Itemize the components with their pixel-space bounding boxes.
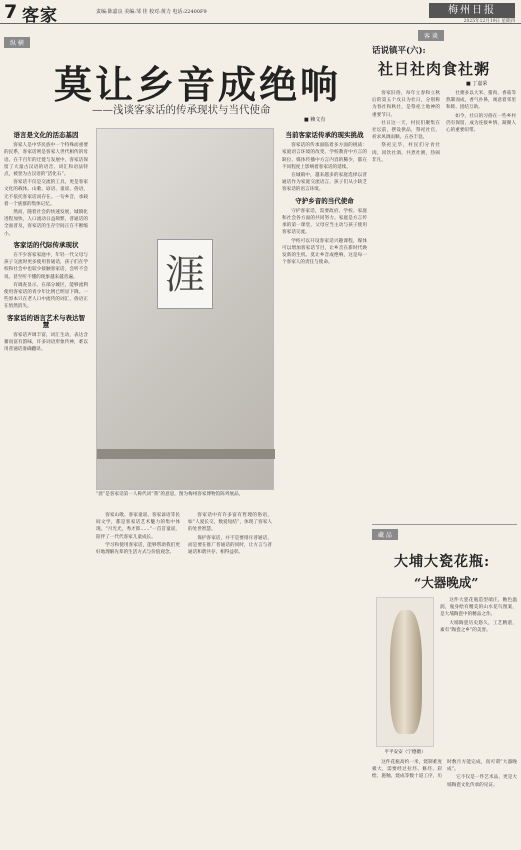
page-number: 7	[4, 1, 18, 23]
section-title: 客家	[22, 6, 58, 26]
paragraph: 这件花瓶高约一米，烧制难度极大，需要经过拉坯、修坯、彩绘、施釉、烧成等数十道工序，历时数月方能完成，真可谓“大器晚成”。	[372, 760, 517, 780]
vase-article-column-2	[372, 759, 517, 847]
paragraph: 社粥多以大米、猪肉、香菇等熬制而成，香气扑鼻，寓意着邻里和睦、团结互助。	[446, 91, 516, 111]
vase-article-title: 大埔大瓷花瓶:	[394, 554, 491, 570]
vase-article-subtitle: “大器晚成”	[414, 575, 479, 590]
paragraph: 学习和使用客家话，能够帮助我们更好地理解先辈的生活方式与价值观念。	[96, 542, 180, 556]
side-article-column-2	[446, 90, 516, 522]
section-heading: 当前客家话传承的现实挑战	[285, 131, 364, 139]
vase-article-column-1	[440, 597, 517, 763]
vase-photo	[376, 597, 434, 747]
paragraph: 客家人是中华民族中一个特殊而重要的民系，客家话则是客家人世代相传的母语。在千百年的迁徙与发展中，客家话保留了大量古汉语的语音、词汇和语法特点，被誉为古汉语的“活化石”。	[4, 143, 88, 178]
paragraph: 这件大瓷花瓶造型端庄，釉色温润，瓶身绘有精美的山水花鸟图案，是大埔陶瓷中的精品之作。	[440, 598, 517, 618]
paragraph: 客家话的传承面临着多方面的挑战：家庭语言环境的改变、学校教育中方言的缺位、媒体传播中方言内容的稀少，都在不同程度上影响着客家话的延续。	[282, 143, 367, 170]
column-tag: 纵 横	[4, 37, 30, 48]
vase-caption: 平平安安（宁德摄）	[384, 750, 426, 755]
article-column-3	[188, 512, 272, 846]
paragraph: 保护客家话，并不是要排斥普通话，而是要在推广普通话的同时，让方言与普通话和谐共存、相得益彰。	[188, 535, 272, 556]
paragraph: 在不少客家家庭中，年轻一代父母与孩子交流时更多使用普通话，孩子们在学校和社会中也较少接触客家话，会听不会说、甚至听不懂的现象越来越普遍。	[4, 253, 88, 280]
paragraph: 社日这一天，村民们聚集在社坛前，摆设供品，祭祀社官，祈求风调雨顺、五谷丰登。	[372, 120, 440, 141]
editor-info: 责编:陈嘉良 美编:邹 佳 校对:黄力 电话:22400F9	[96, 9, 207, 15]
paragraph: 大埔陶瓷历史悠久，工艺精湛，素有“陶瓷之乡”的美誉。	[440, 620, 517, 633]
paragraph: 客家旧俗，每年立春和立秋后的第五个戊日为社日，分别称为春社和秋社，是祭祀土地神的重要节日。	[372, 91, 440, 118]
side-article-top	[372, 30, 517, 522]
section-heading: 语言是文化的活态基因	[13, 131, 79, 139]
paragraph: 客家山歌、客家童谣、客家谚语等民间文学，都是客家话艺术魅力的集中体现。“月光光，秀才郎……”一首首童谣，陪伴了一代代客家儿童成长。	[96, 513, 180, 540]
article-photo	[96, 128, 274, 490]
paragraph: 客家话不仅是交流的工具，更是客家文化的载体。山歌、谚语、童谣、俗语，无不依托客家话而存在。一句乡音，承载着一个族群的集体记忆。	[4, 180, 88, 207]
issue-date: 2025年12月19日 星期四	[463, 19, 515, 24]
paragraph: 如今，社日的习俗在一些乡村仍有保留，成为连接乡情、凝聚人心的重要纽带。	[446, 113, 516, 134]
vase-shape	[390, 610, 422, 734]
side-article-author: ■ 丁嘉荣	[466, 81, 488, 87]
article-title: 莫让乡音成绝响	[54, 62, 342, 107]
paragraph: 客家话中有许多富有哲理的俗语，如“人爱长交，数爱短结”，体现了客家人的处世智慧。	[188, 513, 272, 533]
section-heading: 客家话的代际传承现状	[13, 240, 79, 249]
article-subtitle: ——浅谈客家话的传承现状与当代使命	[92, 104, 271, 116]
section-heading: 客家话的语言艺术与表达智慧	[7, 313, 85, 329]
side-article-column-1	[372, 90, 440, 522]
section-heading: 守护乡音的当代使命	[295, 196, 354, 205]
photo-plaque: 涯	[157, 239, 213, 309]
article-byline: ■ 赖文有	[304, 117, 326, 123]
series-title: 话说镇平(六):	[372, 46, 426, 56]
paragraph: 学校可以开设客家话兴趣课程，媒体可以增加客家话节目，让乡音在新时代焕发新的生机。莫让乡音成绝响，这是每一个客家人的责任与使命。	[282, 238, 367, 266]
side-article-title: 社日社肉食社粥	[378, 60, 491, 78]
side-article-bottom	[372, 524, 517, 846]
main-article	[4, 30, 367, 846]
paragraph: 守护客家话，需要政府、学校、家庭和社会各方面的共同努力。家庭是方言传承的第一课堂，父母应当主动与孩子使用客家话交流。	[282, 208, 367, 236]
paragraph: 然而，随着社会的快速发展，城镇化进程加快，人口流动日益频繁，普通话的全面普及，客家话的生存空间正在不断缩小。	[4, 210, 88, 237]
paragraph: 在城镇中，越来越多的家庭选择以普通话作为家庭交流语言，孩子们从小缺乏客家话的语言环境。	[282, 173, 367, 193]
paragraph: 客家话声调丰富，词汇生动，表达含蓄而富有韵味，许多词语形象传神，难以用普通话准确翻译。	[4, 333, 88, 353]
photo-bench	[97, 449, 275, 459]
column-tag: 藏 品	[372, 529, 398, 540]
article-column-1	[4, 128, 88, 846]
paragraph: 它不仅是一件艺术品，更是大埔陶瓷文化传承的见证。	[447, 775, 517, 788]
column-tag: 客 谈	[418, 30, 444, 41]
newspaper-masthead: 梅州日报	[429, 3, 515, 18]
paragraph: 祭祀完毕，村民们分食社肉，同饮社酒，共煮社粥，热闹非凡。	[372, 143, 440, 163]
page-header	[0, 0, 521, 24]
article-column-4	[282, 128, 367, 846]
paragraph: 有调查显示，在部分城区，能够流利使用客家话的青少年比例已明显下降。一些原本只在老人口中流传的词汇、俗语正在悄然消失。	[4, 282, 88, 310]
article-column-2	[96, 512, 180, 846]
photo-caption: “涯”是客家话第一人称代词“我”的意思，图为梅州客家博物馆陈列展品。	[96, 492, 244, 497]
